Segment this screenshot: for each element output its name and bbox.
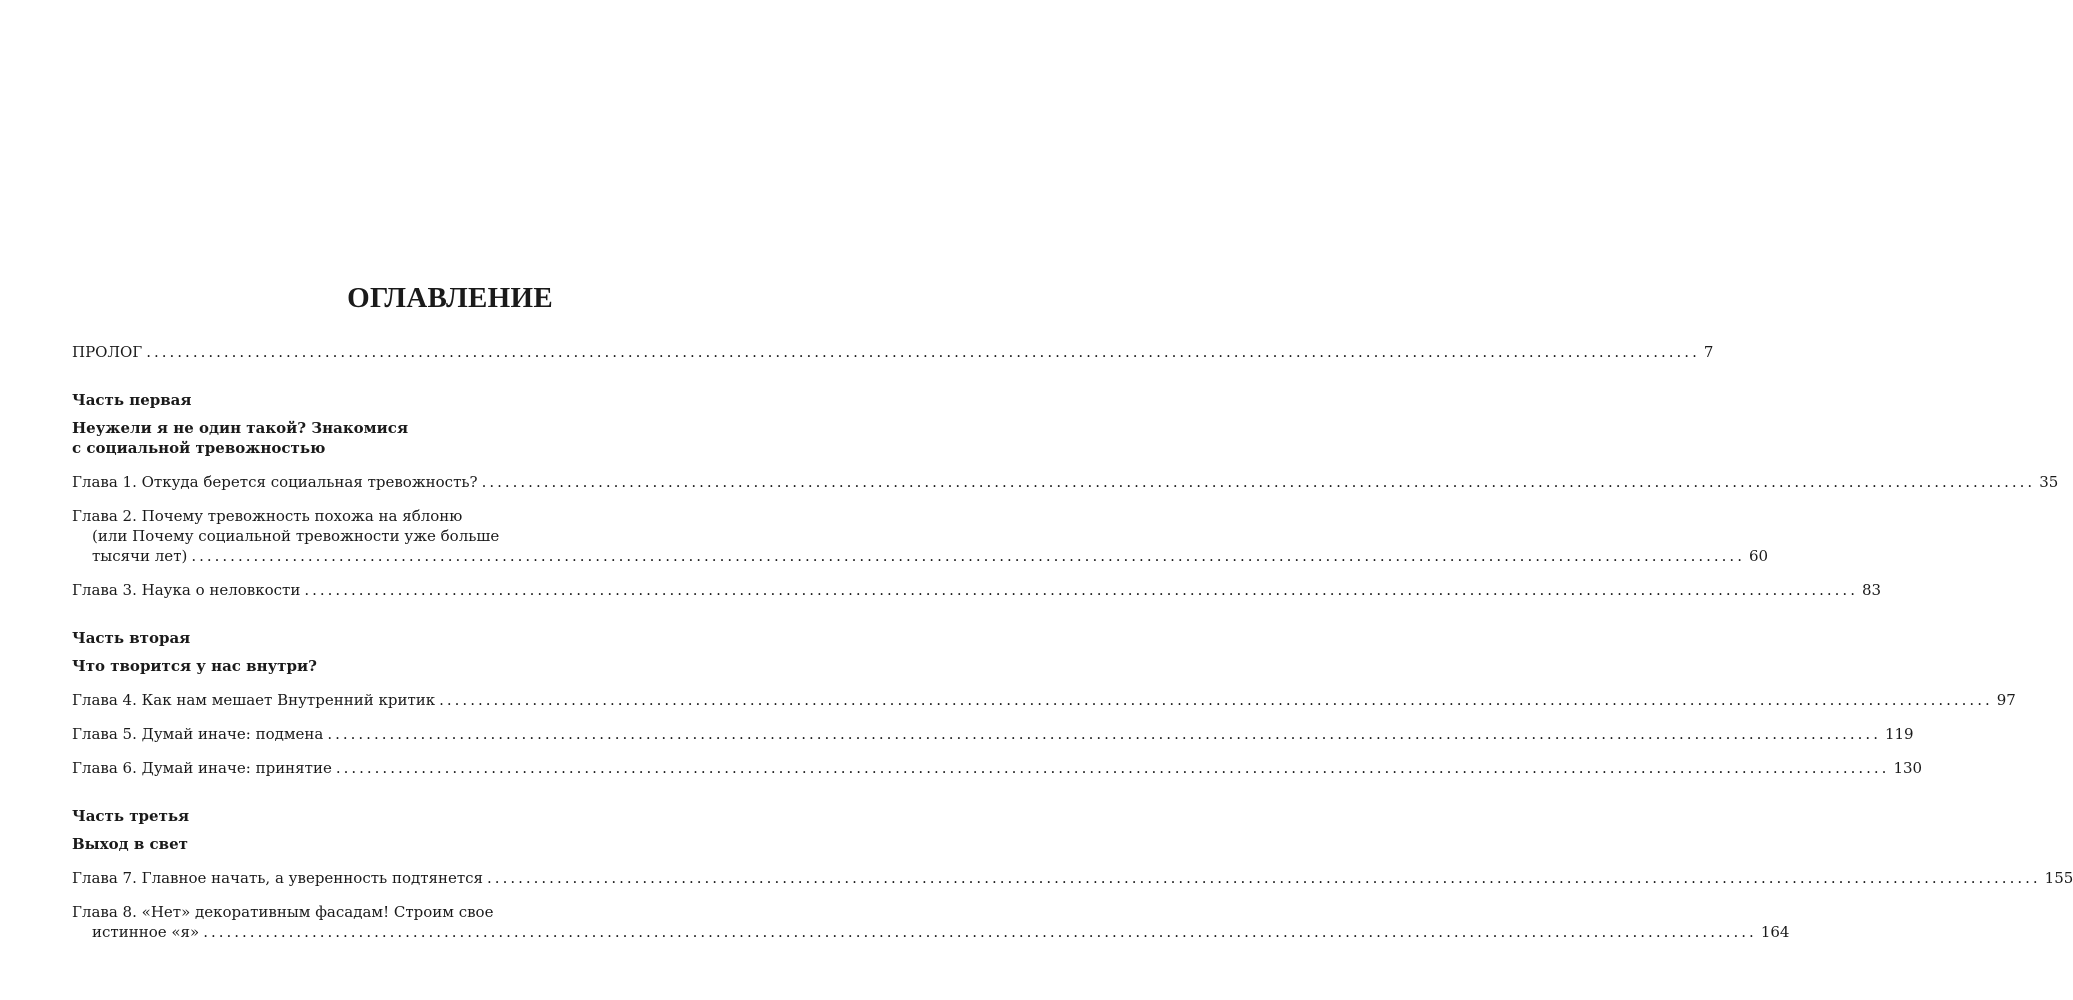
page-number: 119 [1884,725,1914,743]
entry-label-continued: (или Почему социальной тревожности уже больше [92,527,500,545]
dot-leader: ........................................................................................................................................................................................................ [327,725,1881,743]
entry-label: Глава 3. Наука о неловкости [72,581,301,599]
dot-leader: ........................................................................................................................................................................................................ [146,343,1700,361]
toc-entry-chapter-7[interactable] [72,868,2073,888]
toc-entry-chapter-6[interactable] [72,758,1923,778]
entry-label: Глава 1. Откуда берется социальная тревожность? [72,473,478,491]
part-label: Часть вторая [72,629,191,647]
page-number: 97 [1996,691,2016,709]
entry-label: Глава 7. Главное начать, а уверенность подтянется [72,869,484,887]
entry-label: Глава 5. Думай иначе: подмена [72,725,324,743]
toc-entry-chapter-3[interactable] [72,580,1882,600]
dot-leader: ........................................................................................................................................................................................................ [203,923,1757,941]
toc-entry-chapter-2[interactable] [72,506,1769,566]
entry-label-continued: истинное «я» [92,923,200,941]
toc-entry-chapter-8[interactable] [72,902,1790,942]
page-number: 35 [2039,473,2059,491]
dot-leader: ........................................................................................................................................................................................................ [191,547,1745,565]
dot-leader: ........................................................................................................................................................................................................ [481,473,2036,491]
entry-label: Глава 8. «Нет» декоративным фасадам! Строим свое [72,903,494,921]
entry-label: Глава 4. Как нам мешает Внутренний критик [72,691,436,709]
dot-leader: ........................................................................................................................................................................................................ [335,759,1890,777]
page-number: 83 [1861,581,1882,599]
page-number: 7 [1703,343,1714,361]
part-label: Часть первая [72,391,192,409]
dot-leader: ........................................................................................................................................................................................................ [304,581,1858,599]
entry-label: ПРОЛОГ [72,343,143,361]
dot-leader: ........................................................................................................................................................................................................ [439,691,1993,709]
toc-title: ОГЛАВЛЕНИЕ [347,282,553,314]
entry-label: Глава 2. Почему тревожность похожа на яблоню [72,507,463,525]
toc-entry-chapter-4[interactable] [72,690,2016,710]
page-number: 164 [1760,923,1790,941]
page-number: 155 [2044,869,2073,887]
part-title: Выход в свет [72,835,188,853]
entry-label: Глава 6. Думай иначе: принятие [72,759,332,777]
part-title: Неужели я не один такой? Знакомися с социальной тревожностью [72,419,409,457]
page-number: 130 [1893,759,1923,777]
part-label: Часть третья [72,807,190,825]
toc-entry-chapter-5[interactable] [72,724,1914,744]
entry-label-continued: тысячи лет) [92,547,188,565]
dot-leader: ........................................................................................................................................................................................................ [487,869,2041,887]
table-of-contents [72,342,2073,942]
toc-entry-chapter-1[interactable] [72,472,2059,492]
page-number: 60 [1748,547,1769,565]
toc-entry-prologue[interactable] [72,342,1714,362]
part-title: Что творится у нас внутри? [72,657,317,675]
